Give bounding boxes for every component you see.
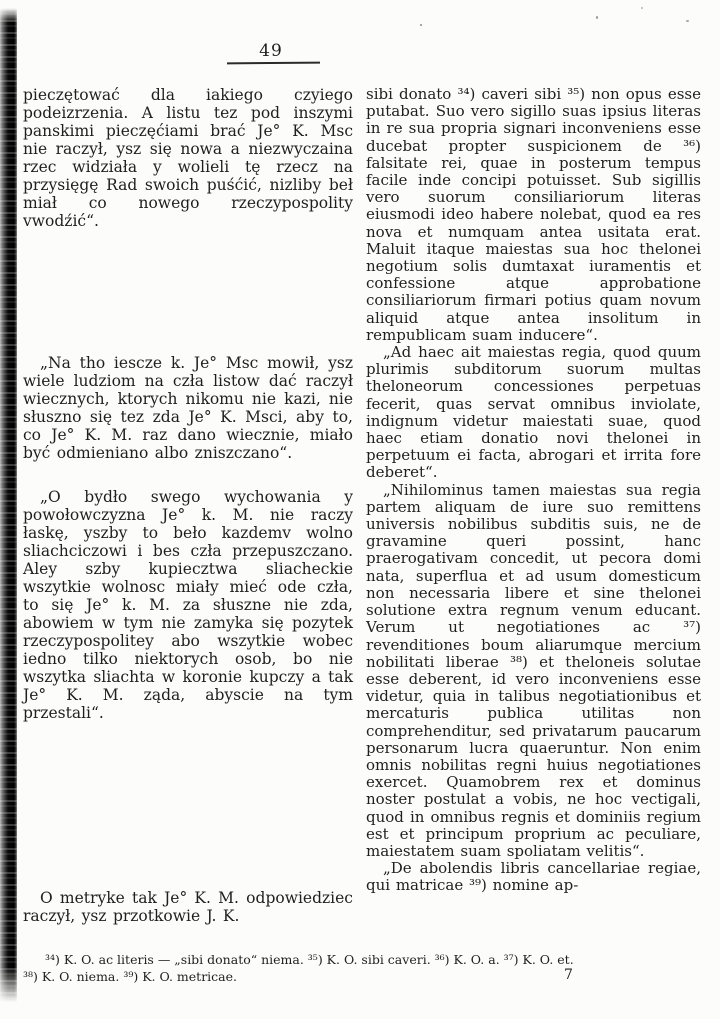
left-column-paragraph-4: O metryke tak Je° K. M. odpowiedziec raczył, ysz przotkowie J. K. bbox=[23, 889, 353, 925]
left-column-paragraph-2: „Na tho iescze k. Je° Msc mowił, ysz wiele ludziom na czła listow dać raczył wiecznych, ktorych nikomu nie kazi, nie słuszno się tez zda Je° K. Msci, aby to, co Je° K. M. raz dano wiecznie, miało być odmieniano albo zniszczano“. bbox=[23, 354, 353, 462]
footnote-line-1: ³⁴) K. O. ac literis — „sibi donato“ niema. ³⁵) K. O. sibi caveri. ³⁶) K. O. a. ³⁷) K. O. et. bbox=[45, 952, 574, 967]
scan-speckle bbox=[420, 24, 422, 26]
scan-speckle bbox=[641, 7, 643, 9]
scan-speckle bbox=[686, 20, 689, 22]
binding-shadow-strip bbox=[0, 8, 17, 1002]
right-column bbox=[366, 86, 701, 895]
signature-mark: 7 bbox=[564, 967, 573, 983]
page-number-underline bbox=[227, 62, 320, 65]
left-column-paragraph-1: pieczętować dla iakiego czyiego podeizrzenia. A listu tez pod inszymi panskimi pieczęćiami brać Je° K. Msc nie raczył, ysz się nowa a niezwyczaina rzec widziała y wolieli tę rzecz na przysięgę Rad swoich puśćić, nizliby beł miał co nowego rzeczypospolity vwodźić“. bbox=[23, 86, 353, 230]
scan-speckle bbox=[596, 16, 598, 19]
right-column-paragraph-3: „Nihilominus tamen maiestas sua regia partem aliquam de iure suo remittens universis nobilibus subditis suis, ne de gravamine queri possint, hanc praerogativam concedit, ut pecora domi nata, superflua et ad usum domesticum non necessaria libere et sine thelonei solutione extra regnum venum educant. Verum ut negotiationes ac ³⁷) revenditiones boum aliarumque mercium nobilitati liberae ³⁸) et theloneis solutae esse deberent, id vero inconveniens esse videtur, quia in talibus negotiationibus et mercaturis publica utilitas non comprehenditur, sed privatarum paucarum personarum lucra quaeruntur. Non enim omnis nobilitas regni huius negotiationes exercet. Quamobrem rex et dominus noster postulat a vobis, ne hoc vectigali, quod in omnibus regnis et dominiis regium est et principum proprium ac peculiare, maiestatem suam spoliatam velitis“. bbox=[366, 480, 701, 860]
right-column-paragraph-2: „Ad haec ait maiestas regia, quod quum plurimis subditorum suorum multas theloneorum concessiones perpetuas fecerit, quas servat omnibus inviolate, indignum videtur maiestati suae, quod haec etiam donatio novi thelonei in perpetuum ei facta, abrogari et irrita fore deberet“. bbox=[366, 343, 701, 482]
left-column-paragraph-3: „O bydło swego wychowania y powołowczyzna Je° k. M. nie raczy łaskę, yszby to beło kazdemv wolno sliachciczowi i bes czła przepuszczano. Aley szby kupiecztwa sliacheckie wszytkie wolnosc miały mieć ode czła, to się Je° k. M. za słuszne nie zda, abowiem w tym nie zamyka się pozytek rzeczypospolitey abo wszytkie wobec iedno tilko niektorych osob, bo nie wszytka sliachta w koronie kupczy a tak Je° K. M. ząda, abyscie na tym przestali“. bbox=[23, 488, 353, 722]
page-number: 49 bbox=[259, 41, 283, 61]
footnote-line-2: ³⁸) K. O. niema. ³⁹) K. O. metricae. bbox=[23, 968, 238, 984]
right-column-paragraph-1: sibi donato ³⁴) caveri sibi ³⁵) non opus esse putabat. Suo vero sigillo suas ipsius literas in re sua propria signari inconveniens esse ducebat propter suspicionem de ³⁶) falsitate rei, quae in posterum tempus facile inde concipi potuisset. Sub sigillis vero suorum consiliariorum literas eiusmodi ideo habere nolebat, quod ea res nova et numquam antea usitata erat. Maluit itaque maiestas sua hoc thelonei negotium solis dumtaxat iuramentis et confessione atque approbatione consiliariorum firmari potius quam novum aliquid atque antea insolitum in rempublicam suam inducere“. bbox=[366, 85, 701, 344]
right-column-paragraph-4: „De abolendis libris cancellariae regiae, qui matricae ³⁹) nomine ap- bbox=[366, 859, 701, 895]
footnotes-block bbox=[23, 952, 707, 985]
